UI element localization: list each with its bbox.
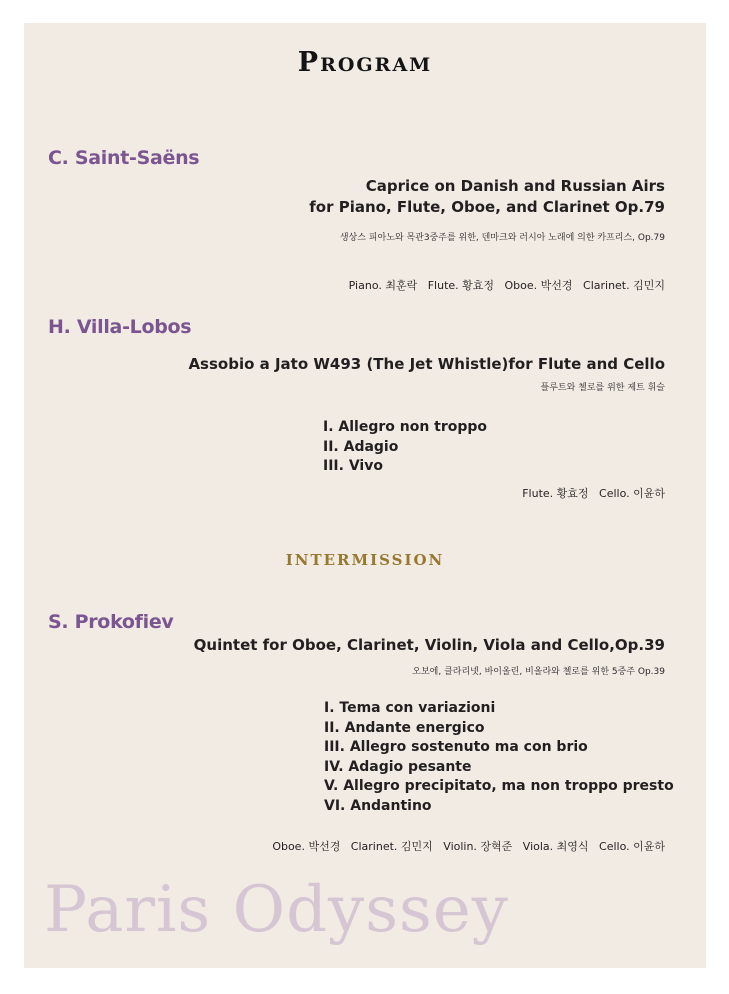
intermission-label: INTERMISSION [285,551,445,569]
movement: V. Allegro precipitato, ma non troppo presto [324,778,674,794]
work-korean-title: 생상스 피아노와 목관3중주를 위한, 덴마크와 러시아 노래에 의한 카프리스, Op.79 [339,233,665,243]
movement: III. Vivo [323,458,383,474]
movement: I. Allegro non troppo [323,419,488,435]
composer-name: H. Villa-Lobos [48,316,192,338]
composer-name: S. Prokofiev [48,611,174,633]
performers: Oboe. 박선경 Clarinet. 김민지 Violin. 장혁준 Viola. 최영식 Cello. 이윤하 [272,840,665,853]
program-sheet [24,23,706,968]
work-title [188,354,665,375]
work-korean-title: 플루트와 첼로를 위한 제트 휘슬 [540,383,665,393]
watermark-text: Paris Odyssey [44,873,509,947]
performers: Piano. 최훈락 Flute. 황효정 Oboe. 박선경 Clarinet. 김민지 [348,279,665,292]
work-title-line: for Piano, Flute, Oboe, and Clarinet Op.79 [309,198,665,216]
work-title-line: Assobio a Jato W493 (The Jet Whistle)for Flute and Cello [188,355,665,373]
page-title: Program [297,47,433,78]
movement: III. Allegro sostenuto ma con brio [324,739,588,755]
performers: Flute. 황효정 Cello. 이윤하 [522,487,665,500]
movement: II. Andante energico [324,719,485,736]
movement: II. Adagio [323,438,399,455]
composer-name: C. Saint-Saëns [48,147,200,169]
movement: IV. Adagio pesante [324,758,472,775]
work-title-line: Caprice on Danish and Russian Airs [365,177,665,195]
movement-list [323,418,487,477]
movement: VI. Andantino [324,797,432,814]
work-title-line: Quintet for Oboe, Clarinet, Violin, Viola and Cello,Op.39 [193,636,665,654]
movement-list [324,699,674,816]
work-korean-title: 오보에, 클라리넷, 바이올린, 비올라와 첼로를 위한 5중주 Op.39 [412,667,665,677]
movement: I. Tema con variazioni [324,700,496,716]
work-title [309,176,665,218]
work-title [194,635,665,656]
